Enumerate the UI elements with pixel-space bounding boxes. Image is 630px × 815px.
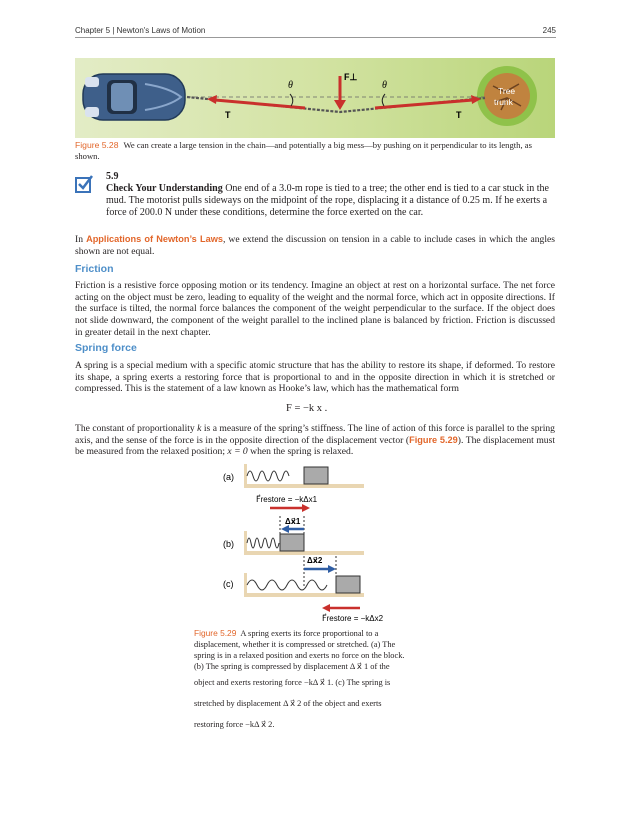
spring-force-heading: Spring force <box>75 342 137 354</box>
running-header-chapter: Chapter 5 | Newton's Laws of Motion <box>75 26 206 35</box>
tree-label-line1: Tree <box>498 86 516 96</box>
intro-pre-text: In <box>75 234 83 245</box>
theta-right-label: θ <box>382 80 387 91</box>
tree-label-line2: trunk <box>494 97 513 107</box>
friction-paragraph: Friction is a resistive force opposing motion or its tendency. Imagine an object at rest on a horizontal surface. The net force acting on the object must be zero, leading to equality of the weight and the normal force, which act in opposite directions. If the surface is tilted, the normal force balances the component of the weight perpendicular to the surface. If the object does not slide downward, the component of the weight parallel to the inclined plane is balanced by friction. Friction is discussed in greater detail in the next chapter. <box>75 280 555 338</box>
p2-text-c: ). The displacement must be measured from the relaxed position; <box>75 434 556 458</box>
exercise-text-block <box>106 183 553 218</box>
friction-heading: Friction <box>75 263 114 275</box>
page-number: 245 <box>542 26 556 35</box>
exercise-number: 5.9 <box>106 171 119 182</box>
figure-5-29-link[interactable]: Figure 5.29 <box>409 434 458 445</box>
f-perp-label: F⊥ <box>344 72 358 82</box>
label-a: (a) <box>223 472 234 482</box>
caption-line: A spring exerts its force proportional to a <box>240 629 379 638</box>
caption-line: stretched by displacement Δ x⃗ 2 of the object and exerts <box>194 699 382 708</box>
checkmark-icon <box>75 174 94 193</box>
caption-line: spring is in a relaxed position and exerts no force on the block. <box>194 651 405 660</box>
caption-text: We can create a large tension in the chain—and potentially a big mess—by pushing on it perpendicular to its length, as shown. <box>75 140 532 161</box>
p2-text-b: is a measure of the spring’s stiffness. The line of action of this force is parallel to the spring axis, and the sense of the force is in the opposite direction of the displacement vector ( <box>75 423 555 446</box>
label-c: (c) <box>223 579 234 589</box>
applications-link[interactable]: Applications of Newton’s Laws <box>86 234 223 244</box>
tension-right-label: T <box>456 110 462 120</box>
caption-line: object and exerts restoring force −kΔ x⃗ 1. (c) The spring is <box>194 678 391 687</box>
spring-paragraph: A spring is a special medium with a specific atomic structure that has the ability to restore its shape, if deformed. To restore its shape, a spring exerts a restoring force that is proportional to and in the opposite direction in which it is stretched or compressed. This is the statement of a law known as Hooke’s law, which has the mathematical form <box>75 360 555 395</box>
caption-line: restoring force −kΔ x⃗ 2. <box>194 720 275 729</box>
check-your-understanding-box <box>75 171 555 218</box>
intro-post-text: , we extend the discussion on tension in a cable to include cases in which the angles shown are not equal. <box>75 234 556 257</box>
tension-left-label: T <box>225 110 231 120</box>
p2-text-d: when the spring is relaxed. <box>250 446 354 458</box>
p2-math: x = 0 <box>227 446 248 458</box>
p2-k: k <box>197 423 202 434</box>
car-icon <box>83 74 185 120</box>
tree-trunk-icon <box>477 66 537 126</box>
f-restore-bottom-label: F⃗restore = −kΔx2 <box>322 614 384 623</box>
figure-5-28-illustration <box>75 58 555 138</box>
dx2-label: Δx⃗2 <box>307 556 323 565</box>
theta-left-label: θ <box>288 80 293 91</box>
f-restore-top-label: F⃗restore = −kΔx1 <box>256 495 318 504</box>
hookes-law-equation: F = −k x . <box>286 403 328 414</box>
figure-5-29-caption <box>194 628 432 735</box>
figure-5-28-caption <box>75 140 553 162</box>
dx1-label: Δx⃗1 <box>285 517 301 526</box>
figure-label: Figure 5.29 <box>194 628 237 638</box>
exercise-title: Check Your Understanding <box>106 183 223 194</box>
exercise-text: One end of a 3.0-m rope is tied to a tree; the other end is tied to a car stuck in the mud. The motorist pulls sideways on the midpoint of the rope, displacing it a distance of 0.25 m. If he exerts a force of 200.0 N under these conditions, determine the force exerted on the car. <box>106 183 549 218</box>
intro-paragraph <box>75 234 555 257</box>
caption-line: displacement, whether it is compressed or stretched. (a) The <box>194 640 396 649</box>
proportionality-paragraph <box>75 423 555 458</box>
label-b: (b) <box>223 539 234 549</box>
figure-label: Figure 5.28 <box>75 140 119 150</box>
p2-text-a: The constant of proportionality <box>75 423 195 434</box>
caption-line: (b) The spring is compressed by displacement Δ x⃗ 1 of the <box>194 662 390 671</box>
figure-5-29-illustration <box>210 458 390 628</box>
header-rule <box>75 37 556 38</box>
